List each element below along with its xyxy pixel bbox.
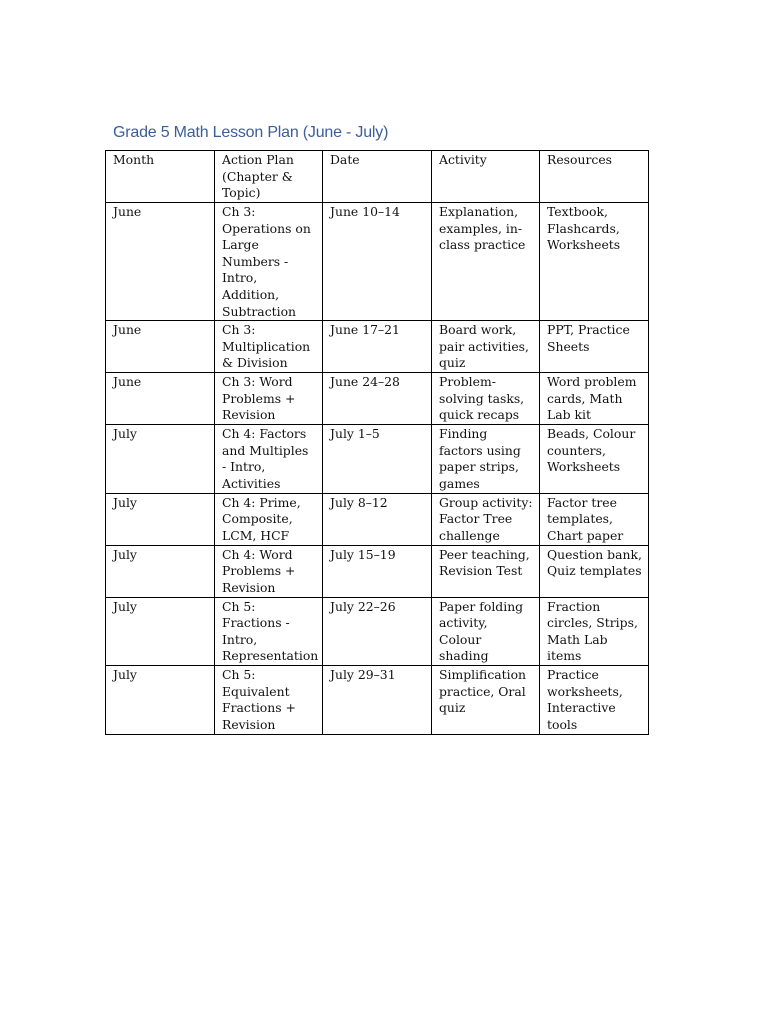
cell-activity: Problem-solving tasks, quick recaps <box>432 373 540 425</box>
lesson-plan-table <box>105 150 649 735</box>
cell-activity: Explanation, examples, in-class practice <box>432 203 540 321</box>
cell-activity: Board work, pair activities, quiz <box>432 321 540 373</box>
cell-month: July <box>106 597 215 665</box>
cell-month: July <box>106 425 215 493</box>
cell-action-plan: Ch 4: Factors and Multiples - Intro, Activities <box>215 425 323 493</box>
header-resources: Resources <box>540 151 649 203</box>
cell-date: July 8–12 <box>323 493 432 545</box>
cell-resources: PPT, Practice Sheets <box>540 321 649 373</box>
cell-action-plan: Ch 3: Operations on Large Numbers - Intro, Addition, Subtraction <box>215 203 323 321</box>
cell-date: July 15–19 <box>323 545 432 597</box>
cell-action-plan: Ch 4: Word Problems + Revision <box>215 545 323 597</box>
table-header-row <box>106 151 649 203</box>
cell-month: June <box>106 373 215 425</box>
cell-resources: Fraction circles, Strips, Math Lab items <box>540 597 649 665</box>
cell-month: July <box>106 665 215 734</box>
header-activity: Activity <box>432 151 540 203</box>
table-row <box>106 545 649 597</box>
cell-action-plan: Ch 3: Multiplication & Division <box>215 321 323 373</box>
cell-date: July 29–31 <box>323 665 432 734</box>
cell-activity: Peer teaching, Revision Test <box>432 545 540 597</box>
table-row <box>106 203 649 321</box>
cell-date: July 1–5 <box>323 425 432 493</box>
cell-activity: Simplification practice, Oral quiz <box>432 665 540 734</box>
cell-date: June 24–28 <box>323 373 432 425</box>
table-row <box>106 665 649 734</box>
cell-action-plan: Ch 5: Equivalent Fractions + Revision <box>215 665 323 734</box>
cell-action-plan: Ch 4: Prime, Composite, LCM, HCF <box>215 493 323 545</box>
cell-resources: Textbook, Flashcards, Worksheets <box>540 203 649 321</box>
cell-activity: Finding factors using paper strips, games <box>432 425 540 493</box>
cell-resources: Factor tree templates, Chart paper <box>540 493 649 545</box>
table-row <box>106 373 649 425</box>
table-row <box>106 493 649 545</box>
cell-resources: Question bank, Quiz templates <box>540 545 649 597</box>
header-date: Date <box>323 151 432 203</box>
page-title: Grade 5 Math Lesson Plan (June - July) <box>113 124 389 141</box>
cell-month: June <box>106 321 215 373</box>
cell-action-plan: Ch 3: Word Problems + Revision <box>215 373 323 425</box>
cell-date: June 10–14 <box>323 203 432 321</box>
cell-resources: Beads, Colour counters, Worksheets <box>540 425 649 493</box>
cell-activity: Paper folding activity, Colour shading <box>432 597 540 665</box>
table-row <box>106 597 649 665</box>
cell-resources: Word problem cards, Math Lab kit <box>540 373 649 425</box>
cell-month: July <box>106 545 215 597</box>
table-row <box>106 321 649 373</box>
cell-date: July 22–26 <box>323 597 432 665</box>
table-row <box>106 425 649 493</box>
cell-activity: Group activity: Factor Tree challenge <box>432 493 540 545</box>
cell-month: June <box>106 203 215 321</box>
cell-resources: Practice worksheets, Interactive tools <box>540 665 649 734</box>
cell-action-plan: Ch 5: Fractions - Intro, Representation <box>215 597 323 665</box>
cell-date: June 17–21 <box>323 321 432 373</box>
header-month: Month <box>106 151 215 203</box>
cell-month: July <box>106 493 215 545</box>
header-action-plan: Action Plan (Chapter & Topic) <box>215 151 323 203</box>
